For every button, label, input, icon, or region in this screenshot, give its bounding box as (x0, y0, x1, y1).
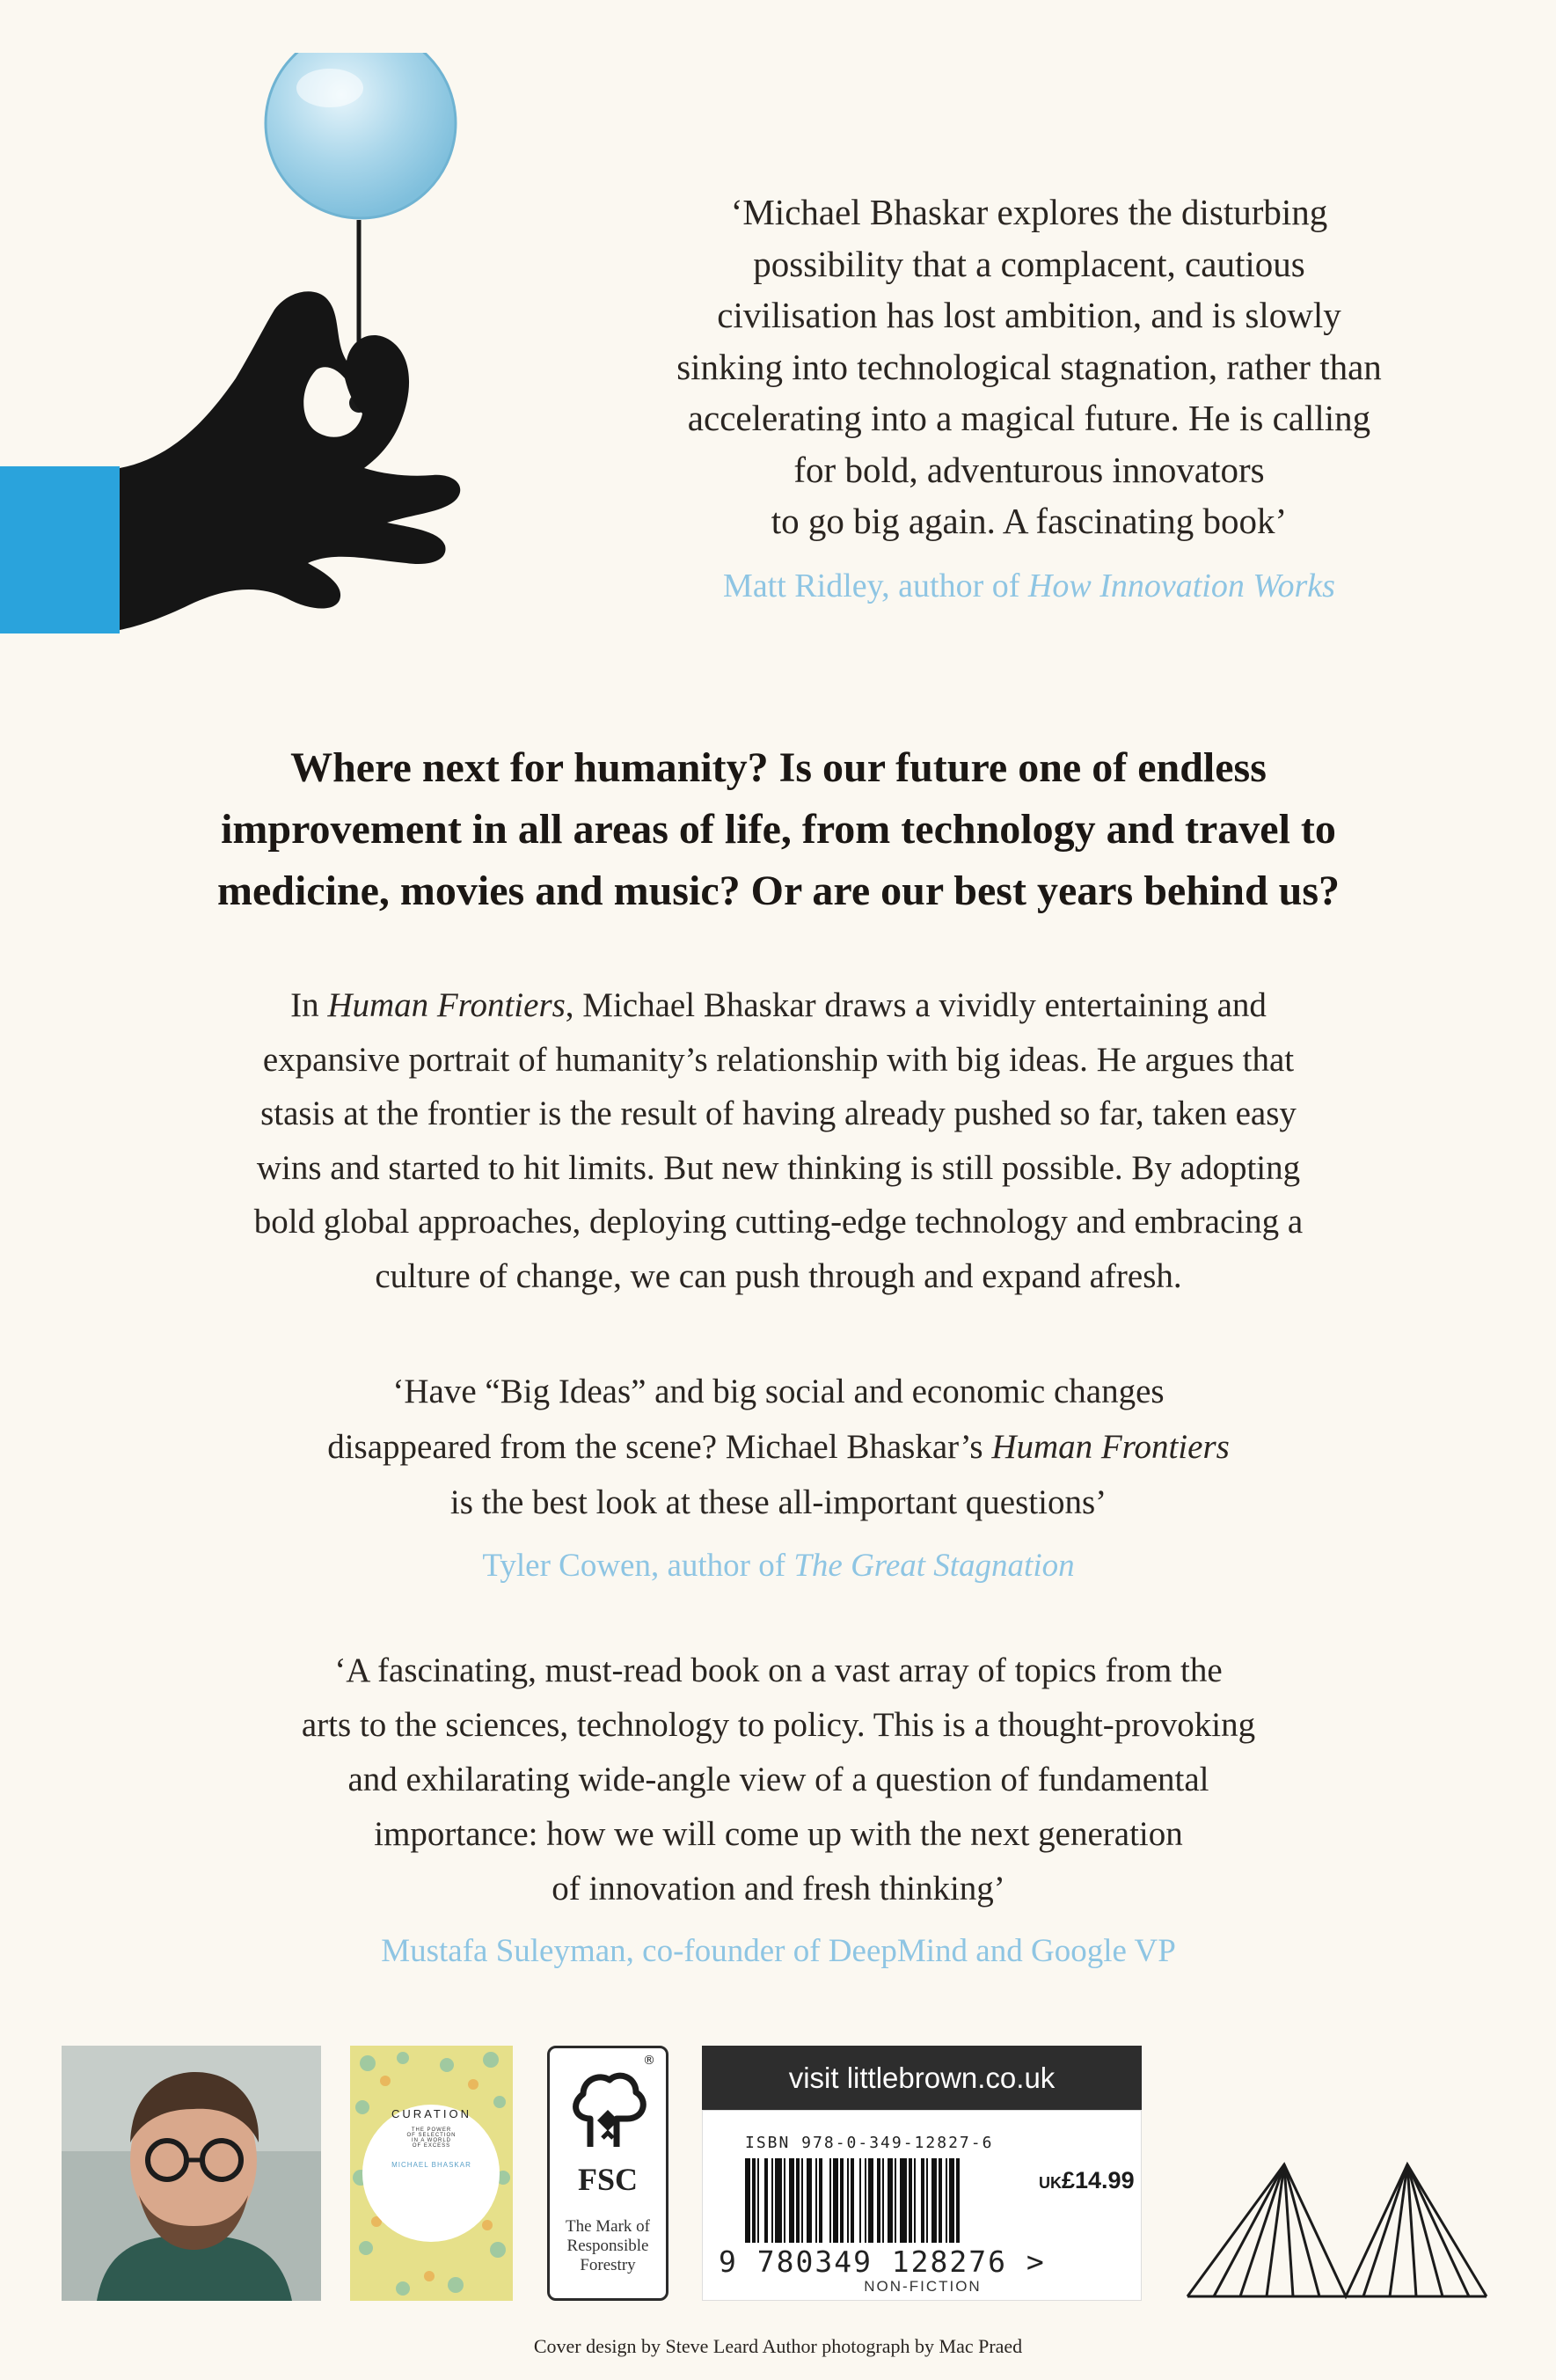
category-label: NON-FICTION (864, 2278, 982, 2295)
book-title: Human Frontiers (327, 986, 566, 1024)
fsc-logo (547, 2046, 668, 2301)
barcode-bar (909, 2158, 912, 2243)
barcode-bar (895, 2158, 896, 2243)
barcode-bar (745, 2158, 750, 2243)
barcode-bar (764, 2158, 768, 2243)
barcode-bar (949, 2158, 954, 2243)
suleyman-attribution: Mustafa Suleyman, co-founder of DeepMind and Google VP (381, 1933, 1176, 1969)
fsc-tree-icon (564, 2068, 652, 2156)
quote-line: for bold, adventurous innovators (793, 449, 1265, 490)
quote-text: disappeared from the scene? Michael Bhaskar’s (327, 1428, 992, 1466)
price (1039, 2167, 1135, 2194)
curation-book-cover (350, 2046, 513, 2301)
quote-line: ‘Have “Big Ideas” and big social and economic changes (392, 1373, 1165, 1410)
blurb-line (79, 978, 1478, 1033)
barcode-bar (840, 2158, 844, 2243)
barcode-bar (819, 2158, 822, 2243)
quote-line: civilisation has lost ambition, and is slowly (717, 295, 1341, 335)
blurb-text: , Michael Bhaskar draws a vividly entertaining and (565, 986, 1267, 1024)
quote-line: importance: how we will come up with the next generation (374, 1815, 1183, 1853)
quote-line: and exhilarating wide-angle view of a question of fundamental (347, 1761, 1209, 1798)
attribution-name: Matt Ridley, author of (723, 568, 1028, 604)
barcode-bar (931, 2158, 937, 2243)
quote-line: sinking into technological stagnation, rather than (676, 346, 1382, 387)
fsc-tagline-line: Responsible (566, 2237, 649, 2255)
curation-subtitle: THE POWER (411, 2127, 452, 2133)
barcode-bar (784, 2158, 785, 2243)
headline-line: improvement in all areas of life, from technology and travel to (221, 806, 1336, 853)
attribution-name: Tyler Cowen, author of (482, 1548, 794, 1584)
barcode-bar (801, 2158, 803, 2243)
cowen-review-quote (79, 1364, 1478, 1530)
barcode-bar (833, 2158, 838, 2243)
barcode-bar (771, 2158, 773, 2243)
quote-line: of innovation and fresh thinking’ (552, 1870, 1005, 1908)
barcode-icon (745, 2158, 1026, 2243)
barcode-bar (859, 2158, 861, 2243)
curation-cover-art (350, 2046, 513, 2301)
curation-subtitle: OF SELECTION (406, 2133, 457, 2138)
barcode-bar (757, 2158, 759, 2243)
quote-line: accelerating into a magical future. He is calling (687, 398, 1371, 438)
barcode-bar (752, 2158, 756, 2243)
fsc-letters: FSC (577, 2162, 638, 2197)
author-photo (62, 2046, 321, 2301)
ridley-attribution (598, 567, 1460, 605)
cover-credits: Cover design by Steve Leard Author photograph by Mac Praed (533, 2335, 1023, 2357)
quote-line: arts to the sciences, technology to policy. This is a thought-provoking (301, 1706, 1256, 1744)
isbn-text: ISBN 978-0-349-12827-6 (745, 2134, 994, 2152)
barcode-bar (851, 2158, 854, 2243)
barcode-bar (807, 2158, 812, 2243)
barcode-bar (939, 2158, 942, 2243)
blurb-line: wins and started to hit limits. But new thinking is still possible. By adopting (256, 1148, 1301, 1187)
barcode-panel (702, 2110, 1142, 2301)
barcode-digits: 9 780349 128276 > (719, 2245, 1046, 2279)
attribution-book-title: How Innovation Works (1027, 568, 1335, 604)
quote-line: is the best look at these all-important questions’ (449, 1483, 1107, 1521)
quote-line: ‘Michael Bhaskar explores the disturbing (730, 192, 1328, 232)
price-value: £14.99 (1062, 2167, 1135, 2193)
barcode-bar (877, 2158, 880, 2243)
blurb-line: stasis at the frontier is the result of having already pushed so far, taken easy (260, 1095, 1297, 1132)
barcode-bar (946, 2158, 947, 2243)
blurb-text: In (290, 986, 328, 1024)
author-portrait-icon (62, 2046, 321, 2301)
ridley-review-quote (598, 187, 1460, 547)
barcode-bar (921, 2158, 924, 2243)
registered-mark: ® (643, 2054, 655, 2068)
hand-icon (0, 291, 460, 633)
suleyman-review-quote (79, 1644, 1478, 1916)
barcode-bar (796, 2158, 800, 2243)
fsc-tagline (550, 2217, 666, 2275)
blurb-line: culture of change, we can push through and expand afresh. (375, 1256, 1182, 1295)
curation-title: CURATION (391, 2107, 471, 2120)
book-title: Human Frontiers (991, 1428, 1230, 1466)
quote-line: to go big again. A fascinating book’ (771, 501, 1288, 541)
barcode-bar (888, 2158, 893, 2243)
barcode-bar (775, 2158, 782, 2243)
quote-line (79, 1419, 1478, 1475)
publisher-website-bar: visit littlebrown.co.uk (702, 2046, 1142, 2110)
barcode-bar (882, 2158, 884, 2243)
curation-author: MICHAEL BHASKAR (391, 2161, 471, 2169)
barcode-bar (926, 2158, 928, 2243)
quote-line: possibility that a complacent, cautious (753, 243, 1305, 284)
barcode-bar (900, 2158, 907, 2243)
hand-pin-bubble-illustration (0, 53, 493, 686)
fsc-tagline-line: The Mark of (565, 2217, 651, 2236)
cowen-attribution (79, 1547, 1478, 1585)
publisher-logo-icon (1179, 2147, 1495, 2301)
barcode-bar (868, 2158, 873, 2243)
barcode-bar (914, 2158, 916, 2243)
back-cover-headline (79, 737, 1478, 922)
barcode-bar (956, 2158, 960, 2243)
barcode-bar (865, 2158, 866, 2243)
headline-line: Where next for humanity? Is our future one of endless (290, 744, 1267, 791)
book-blurb (79, 978, 1478, 1303)
curation-subtitle: IN A WORLD (411, 2138, 451, 2143)
quote-line: ‘A fascinating, must-read book on a vast array of topics from the (334, 1651, 1223, 1689)
barcode-bar (829, 2158, 831, 2243)
attribution-book-title: The Great Stagnation (793, 1548, 1075, 1584)
curation-subtitle: OF EXCESS (412, 2143, 451, 2149)
bubble-icon (266, 53, 456, 218)
fsc-tagline-line: Forestry (580, 2256, 636, 2274)
blurb-line: bold global approaches, deploying cutting-edge technology and embracing a (253, 1203, 1304, 1241)
price-region: UK (1039, 2174, 1062, 2192)
barcode-bar (847, 2158, 849, 2243)
barcode-bar (789, 2158, 794, 2243)
headline-line: medicine, movies and music? Or are our best years behind us? (216, 868, 1340, 914)
blurb-line: expansive portrait of humanity’s relationship with big ideas. He argues that (262, 1040, 1295, 1079)
barcode-bar (815, 2158, 817, 2243)
